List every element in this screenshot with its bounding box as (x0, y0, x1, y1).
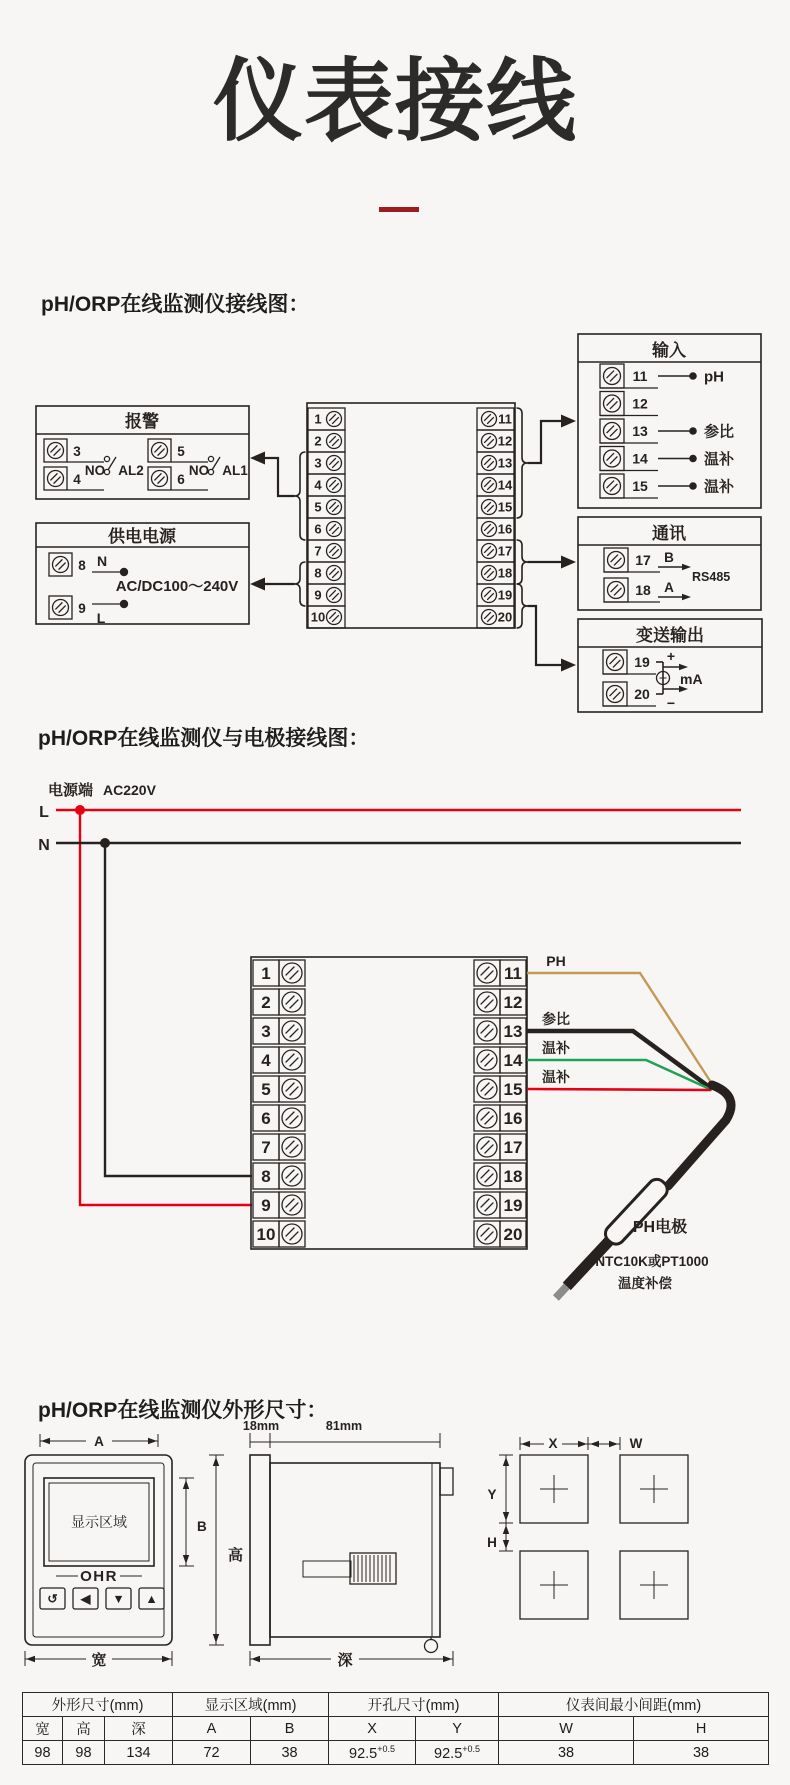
diagram-text: 16 (503, 1109, 523, 1128)
diagram-text: 9 (314, 587, 322, 603)
arrowhead-icon (213, 1457, 219, 1466)
arrowhead-icon (183, 1480, 189, 1489)
dim-width-label: 宽 (91, 1652, 107, 1669)
diagram-text: 17 (503, 1138, 523, 1157)
terminal-cell (279, 1105, 305, 1131)
group-display: 显示区域(mm) (173, 1693, 329, 1717)
diagram-text: 参比 (704, 423, 735, 441)
dim-height-label: 高 (228, 1547, 244, 1564)
dimension-lines (25, 1433, 620, 1666)
diagram1-connectors (250, 408, 576, 672)
diagram-text: 10 (310, 609, 326, 625)
brace (517, 408, 528, 518)
side-view (250, 1455, 453, 1653)
arrowhead-icon (561, 415, 576, 428)
terminal-cell (474, 960, 500, 986)
wire (262, 458, 295, 496)
col-b: B (251, 1717, 329, 1741)
arrowhead-icon (679, 664, 688, 670)
wire (527, 1089, 711, 1090)
dim-x-label: X (548, 1436, 558, 1451)
brand-logo: OHR (80, 1568, 118, 1585)
arrowhead-icon (41, 1438, 50, 1444)
brace (517, 540, 528, 584)
diagram-text: 20 (503, 1225, 523, 1244)
diagram-text: 9 (78, 601, 86, 616)
electrode-name-label: PH电极 (632, 1219, 688, 1236)
diagram-text: 5 (261, 1080, 271, 1099)
group-outline: 外形尺寸(mm) (23, 1693, 173, 1717)
power-supply-box (36, 523, 249, 626)
plus-label: + (666, 648, 676, 664)
page-title: 仪表接线 (213, 52, 577, 152)
electrode-note-line1: NTC10K或PT1000 (595, 1254, 709, 1269)
diagram-text: 13 (632, 423, 648, 439)
panel-cutout-view (520, 1455, 688, 1619)
dim-w-label: W (629, 1436, 643, 1451)
terminal-cell (279, 1192, 305, 1218)
section3-heading: pH/ORP在线监测仪外形尺寸： (38, 1399, 328, 1422)
voltage-label: AC/DC100～240V (115, 578, 239, 595)
terminal-cell (474, 1105, 500, 1131)
diagram-text: 20 (497, 609, 513, 625)
val-width: 98 (23, 1741, 63, 1765)
section2-heading: pH/ORP在线监测仪与电极接线图： (38, 727, 370, 750)
dim-y-label: Y (487, 1487, 497, 1502)
rs485-label: RS485 (692, 570, 731, 584)
diagram-text: 12 (632, 395, 648, 412)
electrode-note-line2: 温度补偿 (618, 1276, 672, 1291)
dim-18mm-label: 18mm (242, 1419, 280, 1433)
diagram-text: 11 (504, 964, 522, 983)
diagram-text: 14 (632, 450, 648, 467)
wire (528, 606, 565, 665)
terminal-cell (474, 1134, 500, 1160)
diagram-text: 5 (314, 499, 322, 515)
table-column-row (23, 1717, 769, 1741)
terminal-cell (474, 1163, 500, 1189)
diagram-text: 13 (497, 455, 513, 471)
minus-label: − (666, 695, 676, 711)
brace (295, 562, 306, 606)
live-l-label: L (39, 804, 49, 821)
terminal-cell (474, 1047, 500, 1073)
dimension-labels (91, 1419, 642, 1669)
val-h: 38 (634, 1741, 769, 1765)
section1-heading: pH/ORP在线监测仪接线图： (41, 293, 310, 316)
diagram-text: 4 (73, 472, 81, 487)
val-height: 98 (63, 1741, 105, 1765)
diagram-text: 20 (634, 686, 650, 702)
diagram-text: 13 (503, 1022, 523, 1041)
diagram-text: 15 (632, 478, 648, 494)
brace (295, 452, 306, 540)
terminal-cell (279, 1163, 305, 1189)
diagram-text: 17 (635, 552, 651, 568)
diagram-text: 1 (314, 411, 322, 427)
terminal-cell (474, 1192, 500, 1218)
arrowhead-icon (503, 1512, 509, 1521)
col-x: X (329, 1717, 416, 1741)
electrode-body (602, 1176, 671, 1248)
diagram-text: 8 (314, 565, 322, 581)
arrowhead-icon (183, 1555, 189, 1564)
terminal-cell (474, 1076, 500, 1102)
table-value-row (23, 1741, 769, 1765)
diagram-text: 18 (503, 1167, 523, 1186)
terminal-cell (279, 1018, 305, 1044)
diagram-text: 1 (261, 964, 271, 983)
diagram-text: 6 (177, 472, 185, 487)
arrowhead-icon (250, 578, 265, 591)
diagram-text: ▲ (145, 1592, 158, 1606)
diagram-text: 19 (503, 1196, 523, 1215)
arrowhead-icon (503, 1525, 509, 1534)
terminal-cell (474, 1018, 500, 1044)
diagram-text: 8 (261, 1167, 271, 1186)
diagram-text: ▼ (112, 1592, 125, 1606)
input-box-title: 输入 (652, 341, 686, 360)
val-x: $92.5^{+0.5}$ (329, 1741, 416, 1765)
dim-b-label: B (197, 1519, 207, 1534)
arrowhead-icon (521, 1441, 530, 1447)
col-h: H (634, 1717, 769, 1741)
main-terminal-block (307, 403, 515, 628)
col-depth: 深 (105, 1717, 173, 1741)
diagram-text: 10 (256, 1225, 276, 1244)
val-depth: 134 (105, 1741, 173, 1765)
arrowhead-icon (561, 556, 576, 569)
alarm-box-title: 报警 (125, 412, 159, 431)
terminal-cell (474, 989, 500, 1015)
diagram-text: 温补 (704, 451, 735, 468)
arrowhead-icon (443, 1656, 452, 1662)
val-y: $92.5^{+0.5}$ (416, 1741, 499, 1765)
diagram-text: 11 (498, 411, 512, 427)
supply-terminal-label: 电源端 (48, 782, 94, 799)
diagram-text: 参比 (542, 1011, 570, 1027)
arrowhead-icon (682, 564, 691, 570)
diagram-text: 3 (314, 455, 322, 471)
diagram-text: NO (188, 463, 210, 478)
electrode-terminal-block (251, 957, 527, 1249)
diagram-text: 5 (177, 444, 185, 459)
output-box-title: 变送输出 (636, 626, 704, 645)
diagram-text: 温补 (704, 478, 735, 496)
arrowhead-icon (26, 1656, 35, 1662)
arrowhead-icon (590, 1441, 599, 1447)
comm-box-title: 通讯 (652, 524, 686, 543)
diagram-text: ↺ (47, 1592, 58, 1606)
group-cutout: 开孔尺寸(mm) (329, 1693, 499, 1717)
dim-81mm-label: 81mm (325, 1419, 363, 1433)
arrowhead-icon (148, 1438, 157, 1444)
diagram-text: AL2 (118, 463, 144, 478)
diagram-text: 温补 (542, 1069, 570, 1085)
arrowhead-icon (503, 1457, 509, 1466)
diagram-text: 12 (497, 433, 513, 449)
arrowhead-icon (162, 1656, 171, 1662)
diagram-text: 2 (261, 993, 271, 1012)
val-b: 38 (251, 1741, 329, 1765)
arrowhead-icon (609, 1441, 618, 1447)
diagram-text: 15 (503, 1080, 523, 1099)
electrode-assembly (549, 1085, 731, 1305)
diagram-text: PH (546, 953, 566, 969)
terminal-cell (279, 960, 305, 986)
power-box-title: 供电电源 (108, 527, 176, 546)
arrowhead-icon (213, 1634, 219, 1643)
diagram-text: 12 (503, 993, 523, 1012)
diagram-text: 7 (314, 543, 322, 559)
diagram-text: 11 (632, 368, 648, 384)
front-view (25, 1455, 172, 1645)
live-label: L (96, 610, 106, 626)
electrode-cable (668, 1085, 731, 1186)
diagram-text: 15 (497, 499, 513, 515)
transmit-output-box (578, 619, 762, 712)
diagram-text: 14 (497, 477, 513, 493)
diagram-text: 3 (73, 444, 81, 459)
alarm-box (36, 406, 249, 499)
val-a: 72 (173, 1741, 251, 1765)
wire (528, 421, 565, 463)
terminal-cell (279, 1134, 305, 1160)
probe-wires (527, 953, 714, 1090)
mains-lines (38, 781, 741, 1205)
neutral-n-label: N (38, 837, 50, 854)
diagram-text: 8 (78, 558, 86, 573)
terminal-cell (279, 1076, 305, 1102)
display-area-label: 显示区域 (71, 1514, 127, 1530)
diagram-text: 7 (261, 1138, 271, 1157)
diagram-text: 19 (634, 654, 650, 670)
comm-box (578, 517, 761, 610)
dim-depth-label: 深 (337, 1652, 353, 1669)
arrowhead-icon (250, 452, 265, 465)
diagram-text: 9 (261, 1196, 271, 1215)
col-width: 宽 (23, 1717, 63, 1741)
input-box (578, 334, 761, 508)
diagram-text: AL1 (222, 463, 248, 478)
diagram-text: 3 (261, 1022, 271, 1041)
diagram-text: A (664, 580, 674, 595)
brace (517, 584, 528, 628)
dimensions-table (22, 1692, 769, 1765)
diagram-text: 17 (497, 543, 513, 559)
neutral-drop-wire (105, 843, 252, 1176)
diagram-text: ◀ (80, 1592, 91, 1606)
col-height: 高 (63, 1717, 105, 1741)
supply-voltage-label: AC220V (103, 782, 156, 798)
diagram-text: 温补 (542, 1040, 570, 1056)
diagram-text: 4 (261, 1051, 271, 1070)
arrowhead-icon (251, 1656, 260, 1662)
diagram-text: 19 (497, 587, 513, 603)
diagram-text: pH (704, 368, 724, 386)
col-w: W (499, 1717, 634, 1741)
diagram-text: 2 (314, 433, 322, 449)
arrowhead-icon (578, 1441, 587, 1447)
ma-label: mA (680, 671, 703, 687)
arrowhead-icon (561, 659, 576, 672)
diagram-text: 14 (503, 1051, 523, 1070)
col-y: Y (416, 1717, 499, 1741)
terminal-cell (279, 1047, 305, 1073)
arrowhead-icon (682, 594, 691, 600)
arrowhead-icon (503, 1540, 509, 1549)
val-w: 38 (499, 1741, 634, 1765)
diagram-text: 4 (314, 477, 322, 493)
diagram-text: B (664, 550, 674, 565)
diagram-text: 6 (314, 521, 322, 537)
terminal-cell (279, 989, 305, 1015)
diagram-text: 6 (261, 1109, 271, 1128)
terminal-cell (474, 1221, 500, 1247)
diagram-text: NO (84, 463, 106, 478)
diagram-text: 16 (497, 521, 513, 537)
terminal-cell (279, 1221, 305, 1247)
diagram-text: 18 (635, 582, 651, 598)
col-a: A (173, 1717, 251, 1741)
diagram-text: 18 (497, 565, 513, 581)
dim-h-label: H (487, 1535, 497, 1550)
dim-a-label: A (94, 1434, 104, 1449)
neutral-label: N (96, 553, 108, 569)
group-spacing: 仪表间最小间距(mm) (499, 1693, 769, 1717)
table-group-row (23, 1693, 769, 1717)
